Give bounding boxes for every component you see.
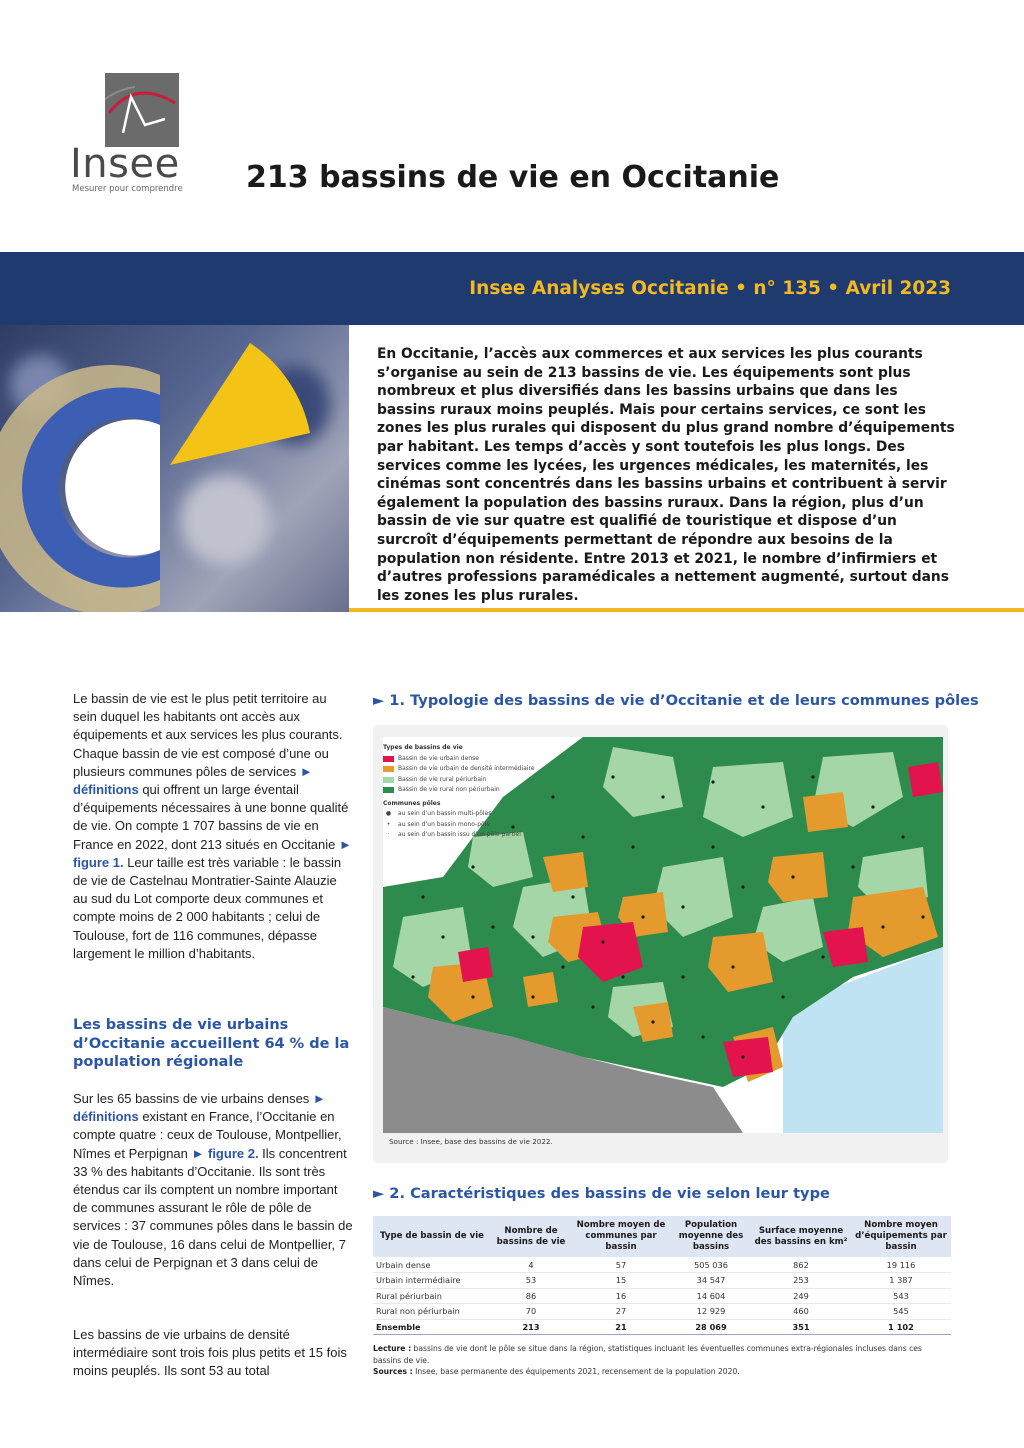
hero-shapes-icon	[0, 325, 349, 612]
page-title: 213 bassins de vie en Occitanie	[246, 160, 780, 195]
figure-2-title: ► 2. Caractéristiques des bassins de vie selon leur type	[373, 1185, 830, 1202]
table-cell: Rural périurbain	[373, 1288, 491, 1304]
lecture-note	[373, 1343, 951, 1366]
intro-divider	[349, 608, 1024, 612]
table-cell: 16	[571, 1288, 671, 1304]
legend-item	[383, 785, 583, 796]
pole-symbol-icon: •	[386, 820, 391, 828]
map-legend	[383, 743, 583, 841]
column-header: Nombre moyen d’équipements par bassin	[851, 1216, 951, 1257]
figure-2-notes	[373, 1343, 951, 1378]
logo-mark-icon	[105, 73, 179, 147]
table-cell: Urbain dense	[373, 1257, 491, 1273]
legend-item	[383, 764, 583, 775]
legend-poles-title: Communes pôles	[383, 799, 441, 807]
legend-item	[383, 820, 583, 831]
logo-tagline: Mesurer pour comprendre	[72, 184, 183, 194]
sources-text: Insee, base permanente des équipements 2021, recensement de la population 2020.	[412, 1367, 740, 1376]
table-cell: Ensemble	[373, 1319, 491, 1335]
table-cell: 21	[571, 1319, 671, 1335]
body-text: Ils concentrent 33 % des habitants d’Occitanie. Ils sont très étendus car ils comptent un nombre important de communes assurant le rôle de pôle de services : 37 communes pôles dans le bassin de vie de Toulouse, 16 dans celui de Montpellier, 7 dans celui de Perpignan et 3 dans celui de Nîmes.	[73, 1145, 353, 1289]
body-text: qui offrent un large éventail d’équipements nécessaires à une bonne qualité de vie. On compte 1 707 bassins de vie en France en 2022, dont 213 situés en Occitanie	[73, 782, 349, 852]
table-cell: 57	[571, 1257, 671, 1273]
legend-label: Bassin de vie rural périurbain	[398, 775, 487, 783]
publication-banner	[0, 252, 1024, 325]
table-cell: 545	[851, 1304, 951, 1320]
table-cell: 12 929	[671, 1304, 751, 1320]
column-header: Nombre de bassins de vie	[491, 1216, 571, 1257]
sources-note	[373, 1366, 951, 1378]
legend-item	[383, 775, 583, 786]
figure-1-map-panel	[373, 725, 948, 1163]
logo-square	[105, 73, 179, 147]
publication-reference: Insee Analyses Occitanie • n° 135 • Avril 2023	[469, 278, 951, 299]
lecture-text: bassins de vie dont le pôle se situe dans la région, statistiques incluant les éventuelles communes extra-régionales incluses dans ces bassins de vie.	[373, 1344, 922, 1365]
legend-item	[383, 830, 583, 841]
legend-item	[383, 809, 583, 820]
body-column-paragraph-2	[73, 1090, 353, 1290]
logo-wordmark: Insee	[70, 141, 180, 187]
legend-item	[383, 754, 583, 765]
column-header: Type de bassin de vie	[373, 1216, 491, 1257]
body-text: existant en France, l’Occitanie en compte quatre : ceux de Toulouse, Montpellier, Nîmes et Perpignan	[73, 1109, 342, 1161]
figure-2-table-wrap	[373, 1216, 951, 1335]
table-cell: 543	[851, 1288, 951, 1304]
lecture-label: Lecture :	[373, 1344, 412, 1353]
figure-1-link[interactable]: ► figure 1.	[73, 836, 352, 870]
table-cell: Urbain intermédiaire	[373, 1273, 491, 1289]
sources-label: Sources :	[373, 1367, 413, 1376]
definitions-link[interactable]: ► définitions	[73, 763, 313, 798]
table-header-row	[373, 1216, 951, 1257]
table-cell: 15	[571, 1273, 671, 1289]
table-cell: 213	[491, 1319, 571, 1335]
table-cell: 27	[571, 1304, 671, 1320]
legend-label: au sein d’un bassin issu d’un pôle partiel	[398, 831, 521, 838]
table-row	[373, 1288, 951, 1304]
legend-label: Bassin de vie urbain dense	[398, 754, 479, 762]
table-cell: 14 604	[671, 1288, 751, 1304]
body-text: Sur les 65 bassins de vie urbains denses	[73, 1091, 313, 1106]
definitions-link[interactable]: ► définitions	[73, 1091, 326, 1125]
table-cell: 4	[491, 1257, 571, 1273]
body-text: Le bassin de vie est le plus petit territoire au sein duquel les habitants ont accès aux équipements et aux services les plus courants. Chaque bassin de vie est composé d’une ou plusieurs communes pôles de services	[73, 691, 343, 779]
table-cell: 1 102	[851, 1319, 951, 1335]
table-cell: 70	[491, 1304, 571, 1320]
table-cell: 28 069	[671, 1319, 751, 1335]
column-header: Population moyenne des bassins	[671, 1216, 751, 1257]
body-text: Leur taille est très variable : le bassin de vie de Castelnau Montratier-Sainte Alauzie au sud du Lot comporte deux communes et compte moins de 2 000 habitants ; celui de Toulouse, fort de 116 communes, dépasse largement le million d’habitants.	[73, 854, 342, 961]
legend-label: Bassin de vie urbain de densité intermédiaire	[398, 765, 535, 772]
pole-symbol-icon: ·	[387, 831, 390, 838]
table-cell: 1 387	[851, 1273, 951, 1289]
characteristics-table	[373, 1216, 951, 1335]
legend-title: Types de bassins de vie	[383, 744, 463, 751]
body-column-paragraph-3: Les bassins de vie urbains de densité intermédiaire sont trois fois plus petits et 15 fois moins peuplés. Ils sont 53 au total	[73, 1327, 347, 1379]
hero-illustration	[0, 325, 349, 612]
table-cell: 505 036	[671, 1257, 751, 1273]
legend-swatch	[383, 766, 394, 772]
table-cell: 34 547	[671, 1273, 751, 1289]
table-cell: Rural non périurbain	[373, 1304, 491, 1320]
table-total-row	[373, 1319, 951, 1335]
legend-swatch	[383, 787, 394, 793]
table-cell: 53	[491, 1273, 571, 1289]
table-cell: 19 116	[851, 1257, 951, 1273]
column-header: Surface moyenne des bassins en km²	[751, 1216, 851, 1257]
table-cell: 862	[751, 1257, 851, 1273]
legend-swatch	[383, 756, 394, 762]
table-cell: 253	[751, 1273, 851, 1289]
table-cell: 351	[751, 1319, 851, 1335]
table-row	[373, 1257, 951, 1273]
insee-logo	[70, 70, 182, 198]
table-row	[373, 1304, 951, 1320]
pole-symbol-icon: ●	[385, 810, 392, 817]
figure-2-link[interactable]: ► figure 2.	[191, 1145, 259, 1161]
table-row	[373, 1273, 951, 1289]
legend-swatch	[383, 777, 394, 783]
section-heading: Les bassins de vie urbains d’Occitanie accueillent 64 % de la population régionale	[73, 1017, 350, 1071]
legend-label: Bassin de vie rural non périurbain	[398, 786, 500, 793]
intro-summary: En Occitanie, l’accès aux commerces et aux services les plus courants s’organise au sein de 213 bassins de vie. Les équipements sont plus nombreux et plus diversifiés dans les bassins urbains que dans les bassins ruraux moins peuplés. Mais pour certains services, ce sont les zones les plus rurales qui disposent du plus grand nombre d’équipements par habitant. Les temps d’accès y sont toutefois les plus longs. Des services comme les lycées, les urgences médicales, les maternités, les cinémas sont concentrés dans les bassins urbains et contribuent à servir également la population des bassins ruraux. Dans la région, plus d’un bassin de vie sur quatre est qualifié de touristique et dispose d’un surcroît d’équipements permettant de répondre aux besoins de la population non résidente. Entre 2013 et 2021, le nombre d’infirmiers et d’autres professions paramédicales a nettement augmenté, surtout dans les zones les plus rurales.	[377, 346, 955, 604]
table-cell: 86	[491, 1288, 571, 1304]
figure-1-title: ► 1. Typologie des bassins de vie d’Occitanie et de leurs communes pôles	[373, 692, 979, 709]
table-cell: 249	[751, 1288, 851, 1304]
figure-1-source: Source : Insee, base des bassins de vie 2022.	[389, 1137, 553, 1146]
column-header: Nombre moyen de communes par bassin	[571, 1216, 671, 1257]
legend-label: au sein d’un bassin mono-pôle	[398, 820, 491, 828]
body-column-paragraph-1	[73, 690, 353, 963]
legend-label: au sein d’un bassin multi-pôles	[398, 810, 492, 817]
table-cell: 460	[751, 1304, 851, 1320]
